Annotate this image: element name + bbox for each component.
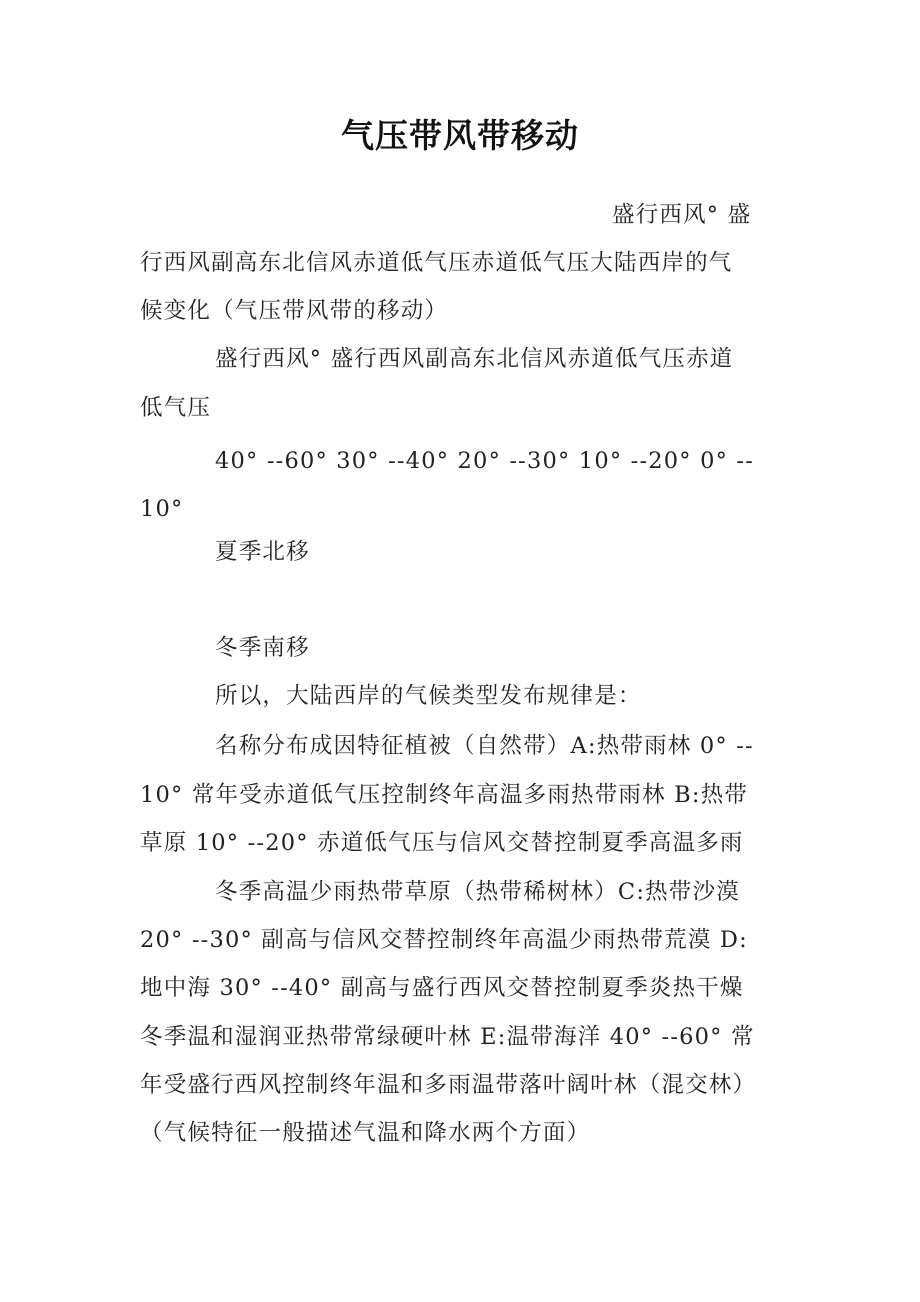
text-line: 行西风副高东北信风赤道低气压赤道低气压大陆西岸的气 — [140, 250, 733, 276]
text-line: 盛行西风° 盛 — [612, 202, 752, 228]
text-line: 夏季北移 — [215, 539, 310, 565]
text-line: 年受盛行西风控制终年温和多雨温带落叶阔叶林（混交林） — [140, 1072, 757, 1098]
text-line: 所以，大陆西岸的气候类型发布规律是： — [215, 683, 642, 709]
text-line: （气候特征一般描述气温和降水两个方面） — [140, 1120, 591, 1146]
text-line: 10° — [140, 496, 184, 522]
text-line: 冬季温和湿润亚热带常绿硬叶林 E:温带海洋 40° --60° 常 — [140, 1024, 755, 1050]
text-line: 20° --30° 副高与信风交替控制终年高温少雨热带荒漠 D: — [140, 927, 748, 953]
text-line: 低气压 — [140, 395, 212, 421]
document-title: 气压带风带移动 — [341, 116, 579, 155]
text-line: 草原 10° --20° 赤道低气压与信风交替控制夏季高温多雨 — [140, 830, 744, 856]
text-line: 冬季南移 — [215, 635, 310, 661]
text-line: 40° --60° 30° --40° 20° --30° 10° --20° 0° -- — [215, 448, 755, 474]
text-line: 地中海 30° --40° 副高与盛行西风交替控制夏季炎热干燥 — [140, 975, 744, 1001]
text-line: 冬季高温少雨热带草原（热带稀树林）C:热带沙漠 — [215, 879, 740, 905]
text-line: 候变化（气压带风带的移动） — [140, 298, 449, 324]
text-line: 名称分布成因特征植被（自然带）A:热带雨林 0° -- — [215, 733, 754, 759]
text-line: 盛行西风° 盛行西风副高东北信风赤道低气压赤道 — [215, 346, 734, 372]
text-line: 10° 常年受赤道低气压控制终年高温多雨热带雨林 B:热带 — [140, 782, 749, 808]
